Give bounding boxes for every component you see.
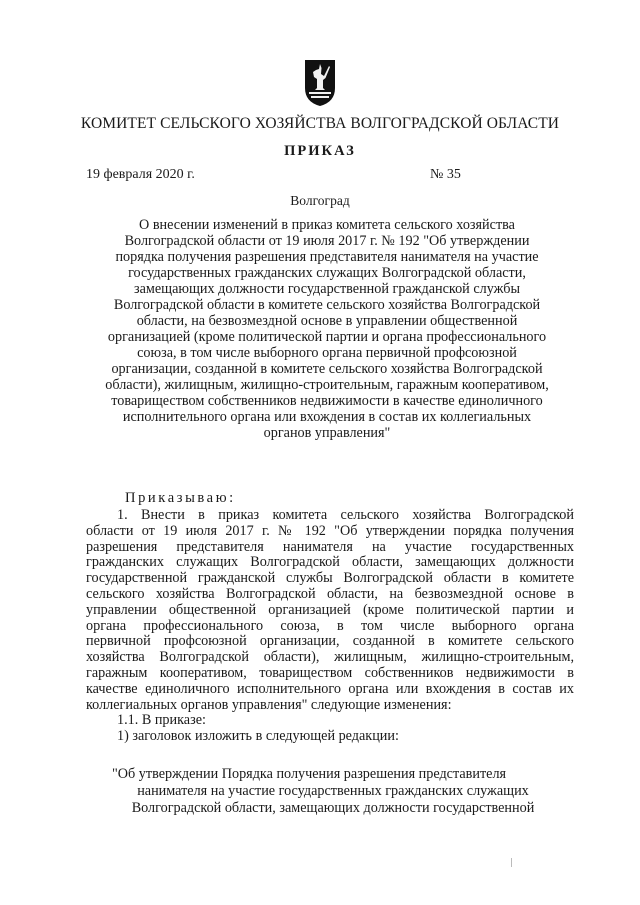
body-line: разрешения представителя нанимателя на участие государственных xyxy=(86,538,574,555)
subject-line: области), жилищным, жилищно-строительным, гаражным кооперативом, xyxy=(105,377,549,393)
order-body xyxy=(86,508,574,745)
title-quote xyxy=(112,766,554,817)
body-line: области от 19 июля 2017 г. № 192 "Об утверждении порядка получения xyxy=(86,522,574,539)
body-line: государственной гражданской службы Волгоградской области в комитете xyxy=(86,570,574,587)
body-line: 1.1. В приказе: xyxy=(117,712,206,729)
body-line: коллегиальных органов управления" следующие изменения: xyxy=(86,696,452,713)
document-type-title: ПРИКАЗ xyxy=(284,143,356,159)
subject-line: организацией (кроме политической партии и органа профессионального xyxy=(107,329,547,345)
subject-line: Волгоградской области в комитете сельского хозяйства Волгоградской xyxy=(113,297,541,313)
body-line: гражданских служащих Волгоградской области, замещающих должности xyxy=(86,554,574,571)
body-line: сельского хозяйства Волгоградской области, на безвозмездной основе в xyxy=(86,585,574,602)
body-line: органа профессионального союза, в том числе выборного органа xyxy=(86,617,574,634)
order-subject xyxy=(86,217,568,441)
quote-line: нанимателя на участие государственных гражданских служащих xyxy=(137,783,529,799)
subject-line: государственных гражданских служащих Волгоградской области, xyxy=(128,265,526,281)
subject-line: исполнительного органа или вхождения в состав их коллегиальных xyxy=(122,409,532,425)
coat-of-arms-icon xyxy=(303,58,337,108)
subject-line: организации, созданной в комитете сельского хозяйства Волгоградской xyxy=(111,361,543,377)
body-line: хозяйства Волгоградской области), жилищным, жилищно-строительным, xyxy=(86,649,574,666)
scan-mark xyxy=(511,858,512,867)
order-number: № 35 xyxy=(430,167,461,182)
quote-line: Волгоградской области, замещающих должности государственной xyxy=(131,800,535,816)
subject-line: О внесении изменений в приказ комитета сельского хозяйства xyxy=(139,217,515,233)
subject-line: товариществом собственников недвижимости в качестве единоличного xyxy=(111,393,543,409)
decree-word: Приказываю: xyxy=(125,490,236,506)
subject-line: области, на безвозмездной основе в управлении общественной xyxy=(136,313,518,329)
body-line: первичной профсоюзной организации, созданной в комитете сельского xyxy=(86,633,574,650)
body-line: 1) заголовок изложить в следующей редакции: xyxy=(117,728,399,745)
quote-line: "Об утверждении Порядка получения разрешения представителя xyxy=(112,766,507,782)
body-line: качестве единоличного исполнительного органа или вхождения в состав их xyxy=(86,680,574,697)
order-city: Волгоград xyxy=(290,193,350,208)
subject-line: Волгоградской области от 19 июля 2017 г. № 192 "Об утверждении xyxy=(124,233,530,249)
order-date: 19 февраля 2020 г. xyxy=(86,167,195,182)
body-line: управлении общественной организацией (кроме политической партии и xyxy=(86,601,574,618)
subject-line: замещающих должности государственной гражданской службы xyxy=(134,281,520,297)
subject-line: органов управления" xyxy=(263,425,391,441)
body-line: гаражным кооперативом, товариществом собственников недвижимости в xyxy=(86,664,574,681)
organization-title: КОМИТЕТ СЕЛЬСКОГО ХОЗЯЙСТВА ВОЛГОГРАДСКОЙ ОБЛАСТИ xyxy=(80,115,560,132)
body-line: 1. Внести в приказ комитета сельского хозяйства Волгоградской xyxy=(117,507,574,523)
subject-line: порядка получения разрешения представителя нанимателя на участие xyxy=(115,249,539,265)
subject-line: союза, в том числе выборного органа первичной профсоюзной xyxy=(137,345,517,361)
